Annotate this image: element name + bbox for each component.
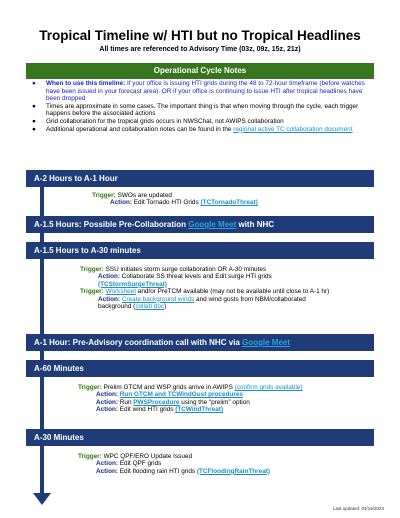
phase-a1-5-details	[80, 266, 329, 310]
action-text: and wind gusts from NBM/collaborated	[194, 295, 306, 303]
action-text: Edit Tornado HTI Grids	[132, 199, 201, 207]
notes-header: Operational Cycle Notes	[26, 63, 374, 79]
trigger-text: Prelim GTCM and WSP grids arrive in AWIPS	[101, 384, 235, 391]
trigger-text: SSU initiates storm surge collaboration OR A-30 minutes	[103, 266, 267, 273]
action-text: )	[164, 303, 167, 311]
note-text: Times are approximate in some cases. The important thing is that when moving through the cycle, each trigger happens before the associated actions	[46, 102, 359, 118]
bullet-icon: ●	[32, 125, 36, 133]
note-text: Grid collaboration for the tropical grids occurs in NWSChat, not AWIPS collaboration	[46, 117, 284, 125]
action-text: Edit wind HTI grids	[118, 406, 176, 414]
action-text: Edit flooding rain HTI grids	[118, 467, 197, 475]
bullet-icon: ●	[32, 117, 36, 125]
trigger-label: Trigger:	[80, 288, 104, 296]
action-text: Edit QPF grids	[118, 460, 162, 468]
google-meet-link[interactable]: Google Meet	[188, 220, 237, 229]
google-meet-link[interactable]: Google Meet	[242, 338, 291, 347]
confirm-grids-link[interactable]: (confirm grids available)	[234, 384, 303, 391]
phase-a1-preadvisory	[26, 334, 374, 351]
note-item	[32, 126, 372, 134]
action-text: using the “prelim” option	[179, 398, 250, 406]
action-text: background (	[98, 303, 136, 311]
bullet-icon: ●	[32, 80, 36, 87]
phase-a1-5-to-a30: A-1.5 Hours to A-30 minutes	[26, 242, 374, 259]
phase-a2-to-a1: A-2 Hours to A-1 Hour	[26, 170, 374, 187]
action-label: Action:	[98, 273, 121, 281]
collab-doc-link[interactable]: regional active TC collaboration document	[233, 125, 353, 133]
timeline-arrow-icon	[33, 493, 51, 505]
trigger-text: WPC QPF/ERO Update Issued	[101, 453, 193, 460]
background-winds-link[interactable]: Create background winds	[121, 295, 195, 303]
trigger-label: Trigger:	[80, 266, 104, 273]
phase-a1-5-precollab	[26, 216, 374, 233]
action-text: Run	[118, 398, 134, 406]
flooding-rain-threat-link[interactable]: (TCFloodingRainThreat)	[196, 467, 271, 475]
storm-surge-threat-link[interactable]: (TCStormSurgeThreat)	[98, 280, 167, 288]
phase-text: with NHC	[236, 220, 275, 229]
trigger-label: Trigger:	[92, 192, 116, 199]
phase-a60-details	[78, 384, 302, 414]
phase-text: A-1 Hour: Pre-Advisory coordination call with NHC via	[34, 338, 243, 347]
note-text: Additional operational and collaboration notes can be found in the	[46, 125, 234, 133]
phase-text: A-1.5 Hours: Possible Pre-Collaboration	[34, 220, 189, 229]
trigger-label: Trigger:	[78, 453, 102, 460]
action-label: Action:	[96, 406, 119, 414]
note-lead: When to use this timeline:	[46, 80, 126, 87]
action-label: Action:	[110, 199, 133, 207]
last-updated: Last updated: 04/19/2024	[332, 506, 384, 511]
notes-list	[32, 80, 372, 133]
action-text: Collaborate SS threat levels and Edit surge HTI grids	[120, 273, 272, 281]
action-label: Action:	[96, 398, 119, 406]
phase-a2-details	[92, 192, 258, 207]
note-text: If your office is issuing HTI grids during the 48 to 72-hour timeframe (before watches have been issued in your forecast area). OR if your office is continuing to issue HTI after tropical headlines have been dropped	[46, 80, 365, 103]
trigger-text: SWOs are updated	[115, 192, 172, 199]
note-item	[32, 103, 372, 118]
note-item	[32, 80, 372, 103]
tornado-threat-link[interactable]: (TCTornadoThreat)	[200, 199, 258, 207]
trigger-label: Trigger:	[78, 384, 102, 391]
note-item	[32, 118, 372, 126]
worksheet-link[interactable]: Worksheet	[105, 288, 137, 296]
gtcm-procedures-link[interactable]: Run GTCM and TCWindGust procedures	[119, 391, 243, 399]
pws-procedure-link[interactable]: PWSProcedure	[133, 398, 180, 406]
page-subtitle: All times are referenced to Advisory Time (03z, 09z, 15z, 21z)	[99, 46, 301, 53]
phase-a30-details	[78, 453, 270, 475]
collab-doc-link[interactable]: collab doc	[135, 303, 165, 311]
action-label: Action:	[96, 460, 119, 468]
trigger-text: and/or PreTCM available (may not be available until close to A-1 hr)	[136, 288, 330, 296]
wind-threat-link[interactable]: (TCWindThreat)	[175, 406, 224, 414]
phase-a30: A-30 Minutes	[26, 429, 374, 446]
phase-a60: A-60 Minutes	[26, 360, 374, 377]
page-title: Tropical Timeline w/ HTI but no Tropical Headlines	[39, 28, 361, 43]
action-label: Action:	[96, 391, 119, 399]
bullet-icon: ●	[32, 102, 36, 110]
action-label: Action:	[98, 295, 121, 303]
action-label: Action:	[96, 467, 119, 475]
